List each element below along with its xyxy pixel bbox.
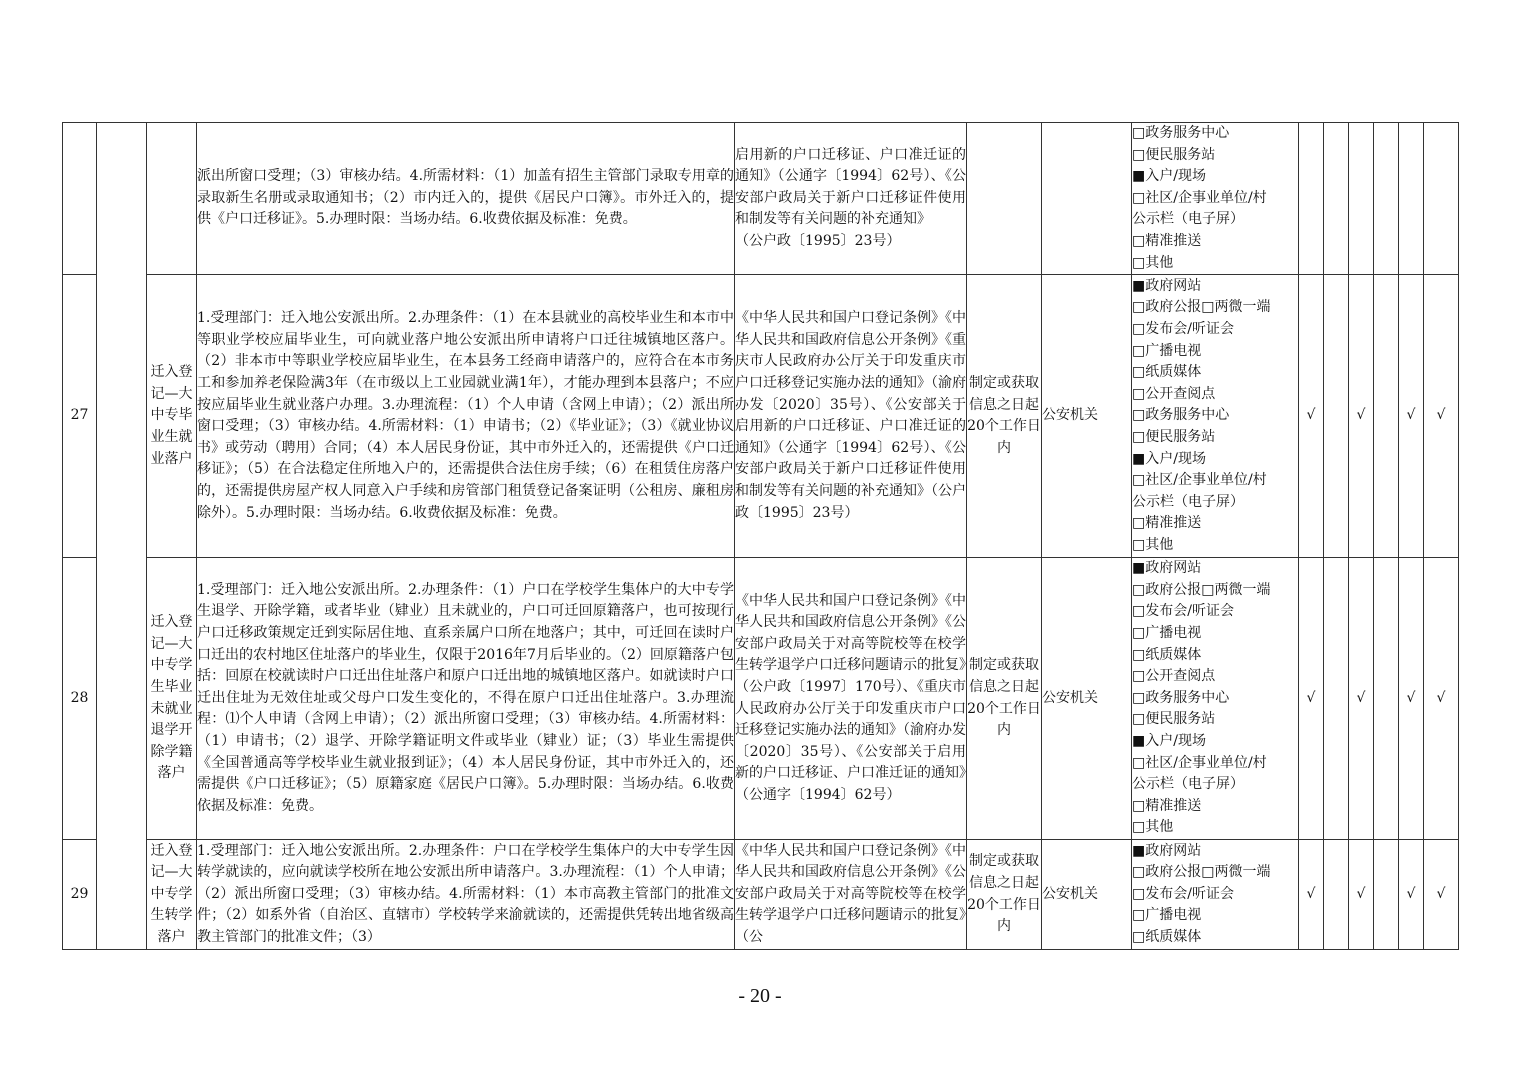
category-cell xyxy=(97,840,147,950)
channel-option: □广播电视 xyxy=(1132,342,1202,359)
table-row xyxy=(63,840,1459,950)
table-row xyxy=(63,275,1459,558)
channel-option: □社区/企事业单位/村 xyxy=(1132,189,1267,206)
item-time-limit: 制定或获取信息之日起20个工作日内 xyxy=(967,840,1042,950)
check-mark: √ xyxy=(1349,558,1374,840)
item-subject xyxy=(1042,123,1132,275)
channel-option: □其他 xyxy=(1132,254,1174,271)
item-number xyxy=(63,123,97,275)
channel-option: □政府公报□两微一端 xyxy=(1132,864,1271,881)
item-number: 27 xyxy=(63,275,97,558)
item-description xyxy=(197,558,735,840)
channel-option: □政府公报□两微一端 xyxy=(1132,581,1271,598)
channel-option: □纸质媒体 xyxy=(1132,646,1202,663)
check-mark xyxy=(1374,840,1399,950)
check-mark: √ xyxy=(1399,558,1424,840)
channel-option: ■入户/现场 xyxy=(1132,168,1206,185)
channel-option: □其他 xyxy=(1132,536,1174,553)
item-time-limit: 制定或获取信息之日起20个工作日内 xyxy=(967,558,1042,840)
table-row xyxy=(63,558,1459,840)
channel-option: ■政府网站 xyxy=(1132,560,1202,577)
channel-option: □发布会/听证会 xyxy=(1132,603,1234,620)
item-channels xyxy=(1132,123,1299,275)
channel-option: □便民服务站 xyxy=(1132,146,1216,163)
item-basis xyxy=(735,840,967,950)
check-mark: √ xyxy=(1399,275,1424,558)
channel-option: □政务服务中心 xyxy=(1132,407,1230,424)
item-channels xyxy=(1132,275,1299,558)
channel-option: ■入户/现场 xyxy=(1132,733,1206,750)
basis-text: 《中华人民共和国户口登记条例》《中华人民共和国政府信息公开条例》《公安部户政局关于对高等院校等在校学生转学退学户口迁移问题请示的批复》（公 xyxy=(735,842,966,946)
item-name: 迁入登记—大中专学生毕业未就业退学开除学籍落户 xyxy=(147,558,197,840)
item-time-limit: 制定或获取信息之日起20个工作日内 xyxy=(967,275,1042,558)
channel-option: 公示栏（电子屏） xyxy=(1132,211,1244,228)
channel-option: □社区/企事业单位/村 xyxy=(1132,754,1267,771)
item-number: 28 xyxy=(63,558,97,840)
channel-option: □便民服务站 xyxy=(1132,428,1216,445)
channel-option: □纸质媒体 xyxy=(1132,929,1202,946)
disclosure-table xyxy=(62,122,1459,950)
channel-option: 公示栏（电子屏） xyxy=(1132,493,1244,510)
item-name xyxy=(147,123,197,275)
category-cell xyxy=(97,275,147,558)
check-mark xyxy=(1324,840,1349,950)
channel-option: ■政府网站 xyxy=(1132,842,1202,859)
description-text: 1.受理部门：迁入地公安派出所。2.办理条件：（1）户口在学校学生集体户的大中专学生退学、开除学籍，或者毕业（肄业）且未就业的，户口可迁回原籍落户，也可按现行户口迁移政策规定迁到实际居住地、直系亲属户口所在地落户；其中，可迁回在读时户口迁出的农村地区住址落户的毕业生，仅限于2016年7月后毕业的。（2）回原籍落户包括：回原在校就读时户口迁出住址落户和原户口迁出地的城镇地区落户。如就读时户口迁出住址为无效住址或父母户口发生变化的，不得在原户口迁出住址落户。3.办理流程：⑴个人申请（含网上申请）；（2）派出所窗口受理；（3）审核办结。4.所需材料：（1）申请书；（2）退学、开除学籍证明文件或毕业（肄业）证；（3）毕业生需提供《全国普通高等学校毕业生就业报到证》；（4）本人居民身份证，其中市外迁入的，还需提供《户口迁移证》；（5）原籍家庭《居民户口簿》。5.办理时限：当场办结。6.收费依据及标准：免费。 xyxy=(197,581,734,814)
item-subject: 公安机关 xyxy=(1042,840,1132,950)
category-cell xyxy=(97,558,147,840)
check-mark: √ xyxy=(1299,275,1324,558)
channel-option: □精准推送 xyxy=(1132,515,1202,532)
item-subject: 公安机关 xyxy=(1042,558,1132,840)
channel-option: □公开查阅点 xyxy=(1132,385,1216,402)
channel-option: □社区/企事业单位/村 xyxy=(1132,472,1267,489)
item-basis xyxy=(735,275,967,558)
channel-option: □精准推送 xyxy=(1132,232,1202,249)
check-mark xyxy=(1349,123,1374,275)
channel-option: □发布会/听证会 xyxy=(1132,320,1234,337)
item-name: 迁入登记—大中专毕业生就业落户 xyxy=(147,275,197,558)
check-mark: √ xyxy=(1349,275,1374,558)
channel-option: □政府公报□两微一端 xyxy=(1132,299,1271,316)
item-time-limit xyxy=(967,123,1042,275)
basis-text: 《中华人民共和国户口登记条例》《中华人民共和国政府信息公开条例》《重庆市人民政府办公厅关于印发重庆市户口迁移登记实施办法的通知》（渝府办发〔2020〕35号）、《公安部关于启用新的户口迁移证、户口准迁证的通知》（公通字〔1994〕62号）、《公安部户政局关于新户口迁移证件使用和制发等有关问题的补充通知》（公户政〔1995〕23号） xyxy=(735,310,966,521)
item-basis xyxy=(735,123,967,275)
check-mark: √ xyxy=(1349,840,1374,950)
channel-option: □公开查阅点 xyxy=(1132,668,1216,685)
channel-option: □广播电视 xyxy=(1132,625,1202,642)
check-mark xyxy=(1374,275,1399,558)
item-description xyxy=(197,840,735,950)
item-description xyxy=(197,275,735,558)
channel-option: ■入户/现场 xyxy=(1132,450,1206,467)
channel-option: □纸质媒体 xyxy=(1132,364,1202,381)
check-mark xyxy=(1424,123,1459,275)
check-mark: √ xyxy=(1424,840,1459,950)
check-mark xyxy=(1324,558,1349,840)
item-number: 29 xyxy=(63,840,97,950)
description-text: 1.受理部门：迁入地公安派出所。2.办理条件：户口在学校学生集体户的大中专学生因转学就读的，应向就读学校所在地公安派出所申请落户。3.办理流程：（1）个人申请；（2）派出所窗口受理；（3）审核办结。4.所需材料：（1）本市高教主管部门的批准文件；（2）如系外省（自治区、直辖市）学校转学来渝就读的，还需提供凭转出地省级高教主管部门的批准文件；（3） xyxy=(197,842,734,946)
check-mark xyxy=(1374,558,1399,840)
description-text: 1.受理部门：迁入地公安派出所。2.办理条件：（1）在本县就业的高校毕业生和本市中等职业学校应届毕业生，可向就业落户地公安派出所申请将户口迁往城镇地区落户。（2）非本市中等职业学校应届毕业生，在本县务工经商申请落户的，应符合在本市务工和参加养老保险满3年（在市级以上工业园就业满1年），才能办理到本县落户；不应按应届毕业生就业落户办理。3.办理流程：（1）个人申请（含网上申请）；（2）派出所窗口受理；（3）审核办结。4.所需材料：（1）申请书；（2）《毕业证》；（3）《就业协议书》或劳动（聘用）合同；（4）本人居民身份证，其中市外迁入的，还需提供《户口迁移证》；（5）在合法稳定住所地入户的，还需提供合法住房手续；（6）在租赁住房落户的，还需提供房屋产权人同意入户手续和房管部门租赁登记备案证明（公租房、廉租房除外）。5.办理时限：当场办结。6.收费依据及标准：免费。 xyxy=(197,310,734,521)
channel-option: □发布会/听证会 xyxy=(1132,885,1234,902)
page-number: - 20 - xyxy=(738,985,782,1007)
basis-text: 启用新的户口迁移证、户口准迁证的通知》（公通字〔1994〕62号）、《公安部户政局关于新户口迁移证件使用和制发等有关问题的补充通知》 （公户政〔1995〕23号） xyxy=(735,146,966,249)
channel-option: □政务服务中心 xyxy=(1132,689,1230,706)
channel-option: □便民服务站 xyxy=(1132,711,1216,728)
check-mark xyxy=(1374,123,1399,275)
check-mark xyxy=(1324,275,1349,558)
item-description xyxy=(197,123,735,275)
channel-option: □广播电视 xyxy=(1132,907,1202,924)
check-mark xyxy=(1324,123,1349,275)
check-mark: √ xyxy=(1399,840,1424,950)
check-mark: √ xyxy=(1299,840,1324,950)
check-mark: √ xyxy=(1424,275,1459,558)
channel-option: □精准推送 xyxy=(1132,797,1202,814)
channel-option: 公示栏（电子屏） xyxy=(1132,776,1244,793)
item-basis xyxy=(735,558,967,840)
channel-option: □其他 xyxy=(1132,819,1174,836)
channel-option: □政务服务中心 xyxy=(1132,125,1230,141)
item-channels xyxy=(1132,840,1299,950)
basis-text: 《中华人民共和国户口登记条例》《中华人民共和国政府信息公开条例》《公安部户政局关于对高等院校等在校学生转学退学户口迁移问题请示的批复》（公户政〔1997〕170号）、《重庆市人民政府办公厅关于印发重庆市户口迁移登记实施办法的通知》（渝府办发〔2020〕35号）、《公安部关于启用新的户口迁移证、户口准迁证的通知》（公通字〔1994〕62号） xyxy=(735,592,966,804)
check-mark xyxy=(1299,123,1324,275)
item-channels xyxy=(1132,558,1299,840)
channel-option: ■政府网站 xyxy=(1132,277,1202,294)
table-row xyxy=(63,123,1459,275)
category-cell xyxy=(97,123,147,275)
item-name: 迁入登记—大中专学生转学落户 xyxy=(147,840,197,950)
check-mark: √ xyxy=(1424,558,1459,840)
check-mark xyxy=(1399,123,1424,275)
description-text: 派出所窗口受理；（3）审核办结。4.所需材料：（1）加盖有招生主管部门录取专用章的录取新生名册或录取通知书；（2）市内迁入的，提供《居民户口簿》。市外迁入的，提供《户口迁移证》。5.办理时限：当场办结。6.收费依据及标准：免费。 xyxy=(197,168,734,228)
check-mark: √ xyxy=(1299,558,1324,840)
item-subject: 公安机关 xyxy=(1042,275,1132,558)
